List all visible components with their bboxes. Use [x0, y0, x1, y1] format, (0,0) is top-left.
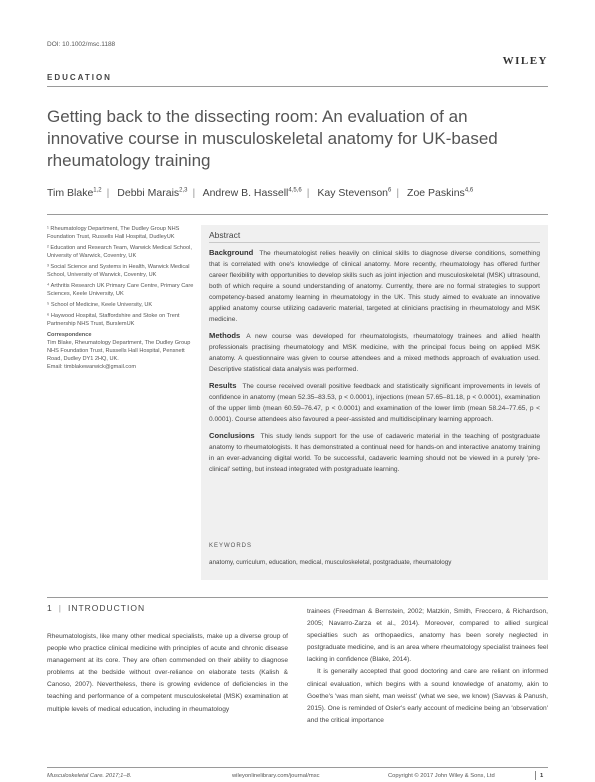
author[interactable]: Debbi Marais$^{2,3}$: [117, 187, 188, 199]
publisher-logo: WILEY: [502, 55, 548, 67]
correspondence-text: Tim Blake, Rheumatology Department, The Dudley Group NHS Foundation Trust, Russells Hall Hospital, Pensnett Road, Dudley DY1 2HQ, UK.: [47, 340, 191, 362]
abstract-results: Results The course received overall positive feedback and statistically significant improvements in levels of confidence in anatomy (mean 52.35–83.53, p < 0.0001), injections (mean 57.65–81.18, p < 0.0001), examination of the upper limb (mean 60.59–76.47, p < 0.0001) and examination of the lower limb (mean 58.24–77.65, p < 0.0001). Course attendees also favoured a peer-assisted and multidisciplinary learning approach.: [209, 381, 540, 423]
abstract-body: [209, 247, 540, 480]
author[interactable]: Kay Stevenson$^6$: [317, 187, 392, 199]
footer-url[interactable]: wileyonlinelibrary.com/journal/msc: [232, 773, 320, 779]
abstract-rule: [209, 242, 540, 243]
footer-separator: [535, 771, 536, 780]
correspondence-email[interactable]: Email: timblakewarwick@gmail.com: [47, 364, 136, 370]
author[interactable]: Tim Blake$^{1,2}$: [47, 187, 102, 199]
paragraph: trainees (Freedman & Bernstein, 2002; Matzkin, Smith, Freccero, & Richardson, 2005; Navarro-Zarza et al., 2014). Moreover, compared to allied surgical specialties such as orthopaedics, anatomy has been sorely neglected in postgraduate medicine, and is an area where rheumatology specialist trainees feel lacking in confidence (Blake, 2014).: [307, 608, 548, 664]
paragraph: Rheumatologists, like many other medical specialists, make up a diverse group of people who practice clinical medicine with principles of acute and chronic disease management at its core. They are often commended on their ability to diagnose problems at the bedside without over-reliance on elaborate tests (Kalish & Canoso, 2007). Nevertheless, there is growing evidence of deficiencies in the teaching and performance of a competent musculoskeletal (MSK) examination at multiple levels of medical education, including in rheumatology: [47, 633, 288, 713]
body-column-left: [47, 631, 288, 716]
correspondence-heading: Correspondence: [47, 332, 92, 338]
paragraph: It is generally accepted that good doctoring and care are reliant on informed clinical evaluation, which begins with a sound knowledge of anatomy, akin to Goethe's 'was man sieht, man weisst' (what we see, we know) (Savvas & Panush, 2015). One is reminded of Osler's early account of medicine being an 'observation' and the critical importance: [307, 668, 548, 724]
footer-rule: [47, 767, 548, 768]
intro-rule: [47, 597, 548, 598]
affiliation: ¹ Rheumatology Department, The Dudley Group NHS Foundation Trust, Russells Hall Hospital, DudleyUK: [47, 226, 180, 240]
abstract-conclusions: Conclusions This study lends support for the use of cadaveric material in the teaching of postgraduate anatomy to rheumatologists. It has demonstrated a continual need for hands-on and interactive anatomy training in an ever-advancing digital world. To be successful, cadaveric learning should not be viewed in a purely 'pre-clinical' setting, but instead integrated with postgraduate learning.: [209, 431, 540, 473]
header-rule: [47, 86, 548, 87]
body-column-right: [307, 606, 548, 727]
abstract-methods: Methods A new course was developed for rheumatologists, rheumatology trainees and allied health professionals practising rheumatology and MSK medicine, with the principal focus being on applied MSK anatomy. A questionnaire was given to course attendees and a mixed methods approach of evaluation used. Descriptive statistical data analysis was performed.: [209, 331, 540, 373]
page-number: 1: [540, 773, 544, 779]
affiliation: ⁵ School of Medicine, Keele University, UK: [47, 302, 153, 308]
footer-copyright: Copyright © 2017 John Wiley & Sons, Ltd: [388, 773, 495, 779]
authors-rule: [47, 214, 548, 215]
article-title: Getting back to the dissecting room: An evaluation of an innovative course in musculoskeletal anatomy for UK-based rheumatology training: [47, 107, 498, 170]
author[interactable]: Andrew B. Hassell$^{4,5,6}$: [202, 187, 302, 199]
affiliation: ⁴ Arthritis Research UK Primary Care Centre, Primary Care Sciences, Keele University, UK: [47, 283, 194, 297]
keywords-heading: KEYWORDS: [209, 543, 253, 549]
affiliation: ² Education and Research Team, Warwick Medical School, University of Warwick, Coventry, UK: [47, 245, 192, 259]
footer-journal: Musculoskeletal Care. 2017;1–8.: [47, 773, 132, 779]
section-tag: EDUCATION: [47, 73, 112, 82]
affiliation: ³ Social Science and Systems in Health, Warwick Medical School, University of Warwick, Coventry, UK: [47, 264, 190, 278]
abstract-box: [201, 225, 548, 580]
abstract-background: Background The rheumatologist relies heavily on clinical skills to diagnose diverse conditions, something that is correlated with one's knowledge of clinical anatomy. More recently, rheumatology has offered further career flexibility with opportunities to develop skills such as joint injection and musculoskeletal (MSK) ultrasound, both of which require a sound understanding of anatomy. Currently, there are no formal strategies to support competency-based anatomy learning in rheumatology in the UK. This study aimed to evaluate an innovative applied anatomy course utilizing cadaveric material, targeted at clinicians practising in rheumatology and MSK medicine.: [209, 248, 540, 323]
author[interactable]: Zoe Paskins$^{4,6}$: [407, 187, 474, 199]
author-list: Tim Blake$^{1,2}$ | Debbi Marais$^{2,3}$ | Andrew B. Hassell$^{4,5,6}$ | Kay Stevenson$^6$ | Zoe Paskins$^{4,6}$: [47, 187, 474, 199]
doi: DOI: 10.1002/msc.1188: [47, 41, 116, 48]
affiliation: ⁶ Haywood Hospital, Staffordshire and Stoke on Trent Partnership NHS Trust, BurslemUK: [47, 313, 180, 327]
abstract-heading: Abstract: [209, 230, 241, 240]
affiliations: [47, 225, 197, 371]
section-heading-introduction: 1 | INTRODUCTION: [47, 603, 146, 613]
keywords: anatomy, curriculum, education, medical, musculoskeletal, postgraduate, rheumatology: [209, 559, 452, 566]
